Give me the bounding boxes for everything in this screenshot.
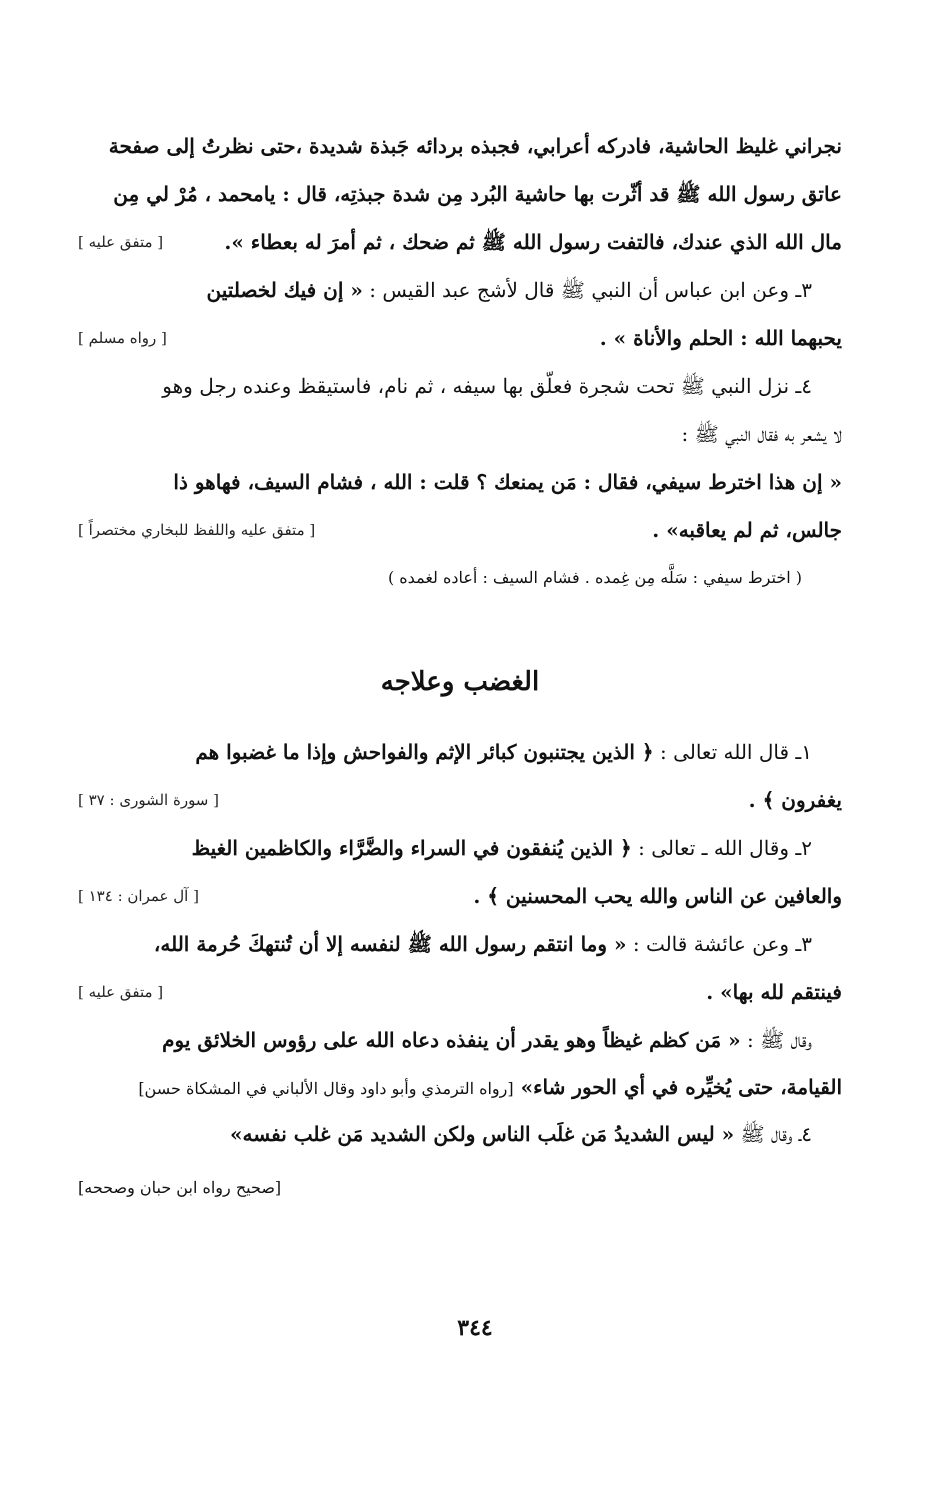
hadith-text: « إن فيك لخصلتين: [206, 278, 363, 302]
text-line: « إن هذا اخترط سيفي، فقال : مَن يمنعك ؟ قلت : الله ، فشام السيف، فهاهو ذا: [173, 470, 842, 494]
text-span: مال الله الذي عندك، فالتفت رسول الله ﷺ ثم ضحك ، ثم أمرَ له بعطاء ».: [224, 230, 842, 254]
text-line: [78, 920, 842, 968]
citation: [ آل عمران : ١٣٤ ]: [78, 887, 199, 905]
hadith-text: جالس، ثم لم يعاقبه» .: [652, 518, 842, 542]
hadith-intro: ٤ـ وقال ﷺ: [734, 1122, 812, 1146]
text-line: [78, 1064, 842, 1110]
text-line: [78, 266, 842, 314]
verse-intro: ٢ـ وقال الله ـ تعالى :: [631, 836, 812, 860]
citation: [ متفق عليه واللفظ للبخاري مختصراً ]: [78, 521, 316, 539]
verse-text: والعافين عن الناس والله يحب المحسنين ﴾ .: [473, 884, 842, 908]
hadith-intro: وقال ﷺ :: [740, 1028, 812, 1052]
hadith-text: « وما انتقم رسول الله ﷺ لنفسه إلا أن تُنتهكَ حُرمة الله،: [153, 932, 627, 956]
verse-text: يغفرون ﴾ .: [748, 788, 842, 812]
verse-text: ﴿ الذين يجتنبون كبائر الإثم والفواحش وإذا ما غضبوا هم: [195, 740, 654, 764]
text-line: ٤ـ نزل النبي ﷺ تحت شجرة فعلّق بها سيفه ، ثم نام، فاستيقظ وعنده رجل وهو: [162, 374, 812, 398]
text-line: [78, 1016, 842, 1064]
citation: [صحيح رواه ابن حبان وصححه]: [78, 1178, 282, 1197]
text-line: [78, 506, 842, 554]
page-body: [78, 122, 842, 1218]
verse-intro: ١ـ قال الله تعالى :: [653, 740, 812, 764]
text-line: [78, 728, 842, 776]
text-line: [78, 824, 842, 872]
hadith-text: « مَن كظم غيظاً وهو يقدر أن ينفذه دعاه الله على رؤوس الخلائق يوم: [162, 1028, 741, 1052]
text-line: عاتق رسول الله ﷺ قد أثّرت بها حاشية البُرد مِن شدة جبذتِه، قال : يامحمد ، مُرْ لي مِن: [113, 182, 842, 206]
text-line: [78, 776, 842, 824]
citation: [رواه الترمذي وأبو داود وقال الألباني في المشكاة حسن]: [138, 1079, 514, 1098]
hadith-text: يحبهما الله : الحلم والأناة » .: [599, 326, 842, 350]
verse-text: ﴿ الذين يُنفقون في السراء والضَّرَّاء والكاظمين الغيظ: [191, 836, 632, 860]
text-line: [78, 218, 842, 266]
gloss-note: ( اخترط سيفي : سَلَّه مِن غِمده . فشام السيف : أعاده لغمده ): [387, 568, 802, 587]
citation: [ رواه مسلم ]: [78, 329, 167, 347]
hadith-text: « ليس الشديدُ مَن غلَب الناس ولكن الشديد مَن غلب نفسه»: [230, 1122, 735, 1146]
section-heading: الغضب وعلاجه: [380, 667, 540, 697]
hadith-text: القيامة، حتى يُخيِّره في أي الحور شاء»: [513, 1075, 842, 1099]
citation: [ سورة الشورى : ٣٧ ]: [78, 791, 220, 809]
page-number: ٣٤٤: [457, 1315, 493, 1341]
text-line: [78, 872, 842, 920]
text-line: [78, 968, 842, 1016]
citation: [ متفق عليه ]: [78, 983, 164, 1001]
text-line: نجراني غليظ الحاشية، فادركه أعرابي، فجبذه بردائه جَبذة شديدة ،حتى نظرتُ إلى صفحة: [108, 134, 842, 158]
hadith-intro: ٣ـ وعن ابن عباس أن النبي ﷺ قال لأشج عبد القيس :: [362, 278, 812, 302]
text-line: [78, 1110, 842, 1158]
citation: [ متفق عليه ]: [78, 233, 164, 251]
text-line: [78, 314, 842, 362]
hadith-intro: ٣ـ وعن عائشة قالت :: [626, 932, 812, 956]
hadith-text: فينتقم لله بها» .: [706, 980, 842, 1004]
text-line: لا يشعر به فقال النبي ﷺ :: [681, 422, 842, 446]
